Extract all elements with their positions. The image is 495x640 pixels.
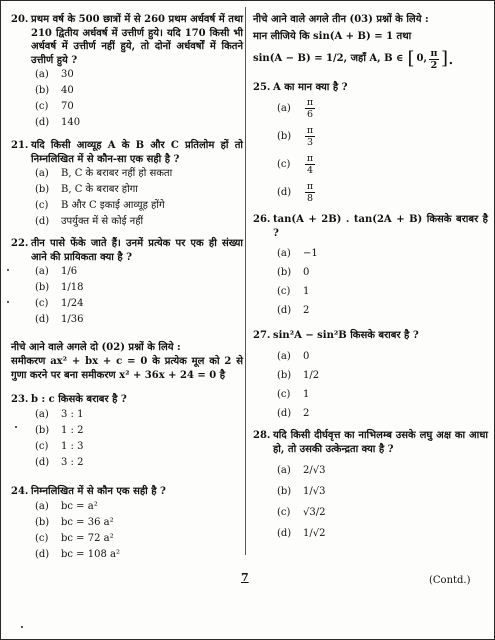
passage-intro: नीचे आने वाले अगले तीन (03) प्रश्नों के लिये :: [253, 14, 429, 25]
option-c[interactable]: (c) B और C इकाई आव्यूह होंगे: [35, 200, 165, 211]
options-list: [277, 460, 488, 544]
options-list: [35, 407, 243, 471]
passage-intro: नीचे आने वाले अगले दो (02) प्रश्नों के लिये :: [11, 342, 181, 353]
question-text: b : c किसके बराबर है ?: [31, 394, 127, 405]
fraction: $\frac{\pi}{6}$: [306, 97, 314, 120]
option-c[interactable]: (c) 1/24: [35, 298, 84, 309]
option-d[interactable]: (d) उपर्युक्त में से कोई नहीं: [35, 216, 144, 227]
option-b[interactable]: (b) $\frac{\pi}{3}$: [277, 125, 314, 148]
question-text: यदि किसी दीर्घवृत्त का नाभिलम्ब उसके लघु अक्ष का आधा हो, तो उसकी उत्केन्द्रता क्या है ?: [273, 430, 488, 455]
continued-label: (Contd.): [429, 575, 471, 586]
passage-block: [11, 341, 243, 382]
question-21: [11, 139, 243, 230]
options-list: [35, 67, 243, 131]
fraction: $\frac{\pi}{4}$: [306, 153, 314, 176]
question-26: [253, 213, 488, 320]
scan-speck: [7, 301, 9, 303]
options-list: [35, 499, 243, 563]
option-d[interactable]: (d) 3 : 2: [35, 456, 84, 468]
question-number: 26.: [253, 214, 271, 225]
options-list: [277, 95, 488, 207]
option-c[interactable]: (c) bc = 72 a²: [35, 532, 114, 544]
question-28: [253, 429, 488, 544]
question-text: sin²A − sin²B किसके बराबर है ?: [273, 330, 419, 341]
option-d[interactable]: (d) 1/√2: [277, 528, 326, 539]
scan-speck: [21, 626, 23, 628]
option-d[interactable]: (d) 2: [277, 407, 310, 419]
question-number: 27.: [253, 330, 271, 341]
passage-text: समीकरण ax² + bx + c = 0 के प्रत्येक मूल को 2 से गुणा करने पर बना समीकरण x² + 36x + 24 = 0 है: [11, 356, 243, 381]
fraction: $\frac{\pi}{3}$: [306, 125, 314, 148]
question-text: प्रथम वर्ष के 500 छात्रों में से 260 प्रथम अर्धवर्ष में तथा 210 द्वितीय अर्धवर्ष में उत्तीर्ण हुये। यदि 170 किसी भी अर्धवर्ष में उत्तीर्ण नहीं हुये, तो दोनों अर्धवर्षों में कितने उत्तीर्ण हुये ?: [31, 14, 243, 66]
question-number: 22.: [11, 238, 29, 249]
option-a[interactable]: (a) 30: [35, 69, 74, 80]
question-text: निम्नलिखित में से कौन एक सही है ?: [31, 486, 166, 497]
option-d[interactable]: (d) bc = 108 a²: [35, 548, 120, 560]
option-a[interactable]: (a) B, C के बराबर नहीं हो सकता: [35, 168, 173, 179]
option-c[interactable]: (c) 1: [277, 286, 310, 297]
page-number: 7: [241, 571, 249, 584]
passage-line-2: sin(A − B) = 1/2, जहाँ A, B ∈ [ 0, $\frac{\pi}{2}$ ].: [253, 47, 454, 71]
question-number: 24.: [11, 486, 29, 497]
options-list: [35, 264, 243, 328]
question-23: [11, 393, 243, 471]
option-d[interactable]: (d) 140: [35, 117, 81, 128]
option-d[interactable]: (d) 1/36: [35, 314, 84, 325]
question-25: [253, 81, 488, 207]
option-c[interactable]: (c) √3/2: [277, 507, 326, 518]
question-number: 21.: [11, 140, 29, 151]
option-b[interactable]: (b) 0: [277, 267, 310, 278]
option-b[interactable]: (b) 1/18: [35, 282, 84, 293]
option-a[interactable]: (a) 1/6: [35, 266, 78, 277]
options-list: [35, 166, 243, 230]
option-d[interactable]: (d) $\frac{\pi}{8}$: [277, 181, 314, 204]
options-list: [277, 347, 488, 423]
passage-block-trig: [253, 13, 488, 71]
option-a[interactable]: (a) 3 : 1: [35, 408, 84, 420]
option-a[interactable]: (a) $\frac{\pi}{6}$: [277, 97, 314, 120]
question-number: 23.: [11, 394, 29, 405]
option-d[interactable]: (d) 2: [277, 305, 310, 316]
option-b[interactable]: (b) 1/2: [277, 369, 320, 381]
question-27: [253, 329, 488, 423]
question-24: [11, 485, 243, 563]
question-text: tan(A + 2B) . tan(2A + B) किसके बराबर है ?: [273, 214, 488, 239]
passage-line-1: मान लीजिये कि sin(A + B) = 1 तथा: [253, 31, 412, 42]
option-b[interactable]: (b) 1/√3: [277, 486, 326, 497]
column-divider: [245, 7, 246, 555]
option-c[interactable]: (c) 1 : 3: [35, 440, 84, 452]
option-a[interactable]: (a) −1: [277, 248, 318, 259]
option-b[interactable]: (b) 1 : 2: [35, 424, 84, 436]
scan-speck: [7, 269, 9, 271]
scan-speck: [15, 426, 17, 428]
option-a[interactable]: (a) bc = a²: [35, 500, 98, 512]
options-list: [277, 244, 488, 320]
question-text: A का मान क्या है ?: [273, 82, 348, 93]
question-number: 25.: [253, 82, 271, 93]
option-a[interactable]: (a) 2/√3: [277, 465, 326, 476]
option-b[interactable]: (b) B, C के बराबर होगा: [35, 184, 138, 195]
fraction: $\frac{\pi}{2}$: [430, 47, 438, 71]
option-c[interactable]: (c) $\frac{\pi}{4}$: [277, 153, 314, 176]
question-text: यदि किसी आव्यूह A के B और C प्रतिलोम हों तो निम्नलिखित में से कौन-सा एक सही है ?: [31, 140, 243, 165]
question-text: तीन पासे फेंके जाते हैं। उनमें प्रत्येक पर एक ही संख्या आने की प्रायिकता क्या है ?: [31, 238, 243, 263]
fraction: $\frac{\pi}{8}$: [306, 181, 314, 204]
question-number: 28.: [253, 430, 271, 441]
question-number: 20.: [11, 14, 29, 25]
option-c[interactable]: (c) 1: [277, 388, 310, 400]
option-a[interactable]: (a) 0: [277, 350, 310, 362]
question-22: [11, 237, 243, 328]
option-b[interactable]: (b) 40: [35, 85, 74, 96]
option-c[interactable]: (c) 70: [35, 101, 74, 112]
question-20: [11, 13, 243, 131]
option-b[interactable]: (b) bc = 36 a²: [35, 516, 114, 528]
